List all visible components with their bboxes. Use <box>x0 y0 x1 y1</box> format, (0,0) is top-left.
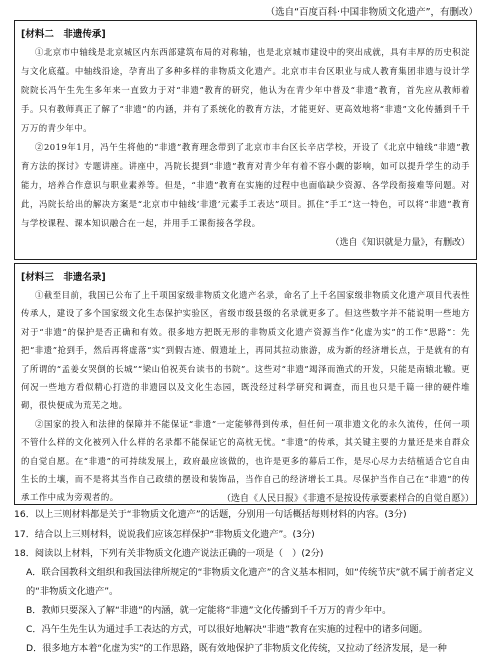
question-16: 16．以上三则材料都是关于“非物质文化遗产”的话题，分别用一句话概括每则材料的内容。(3分) <box>14 509 407 520</box>
option-d: D．很多地方本着“化虚为实”的工作思路，既有效地保护了非物质文化传统，又拉动了经济发展，是一种 <box>26 643 447 654</box>
option-b: B．教师只要深入了解“非遗”的内涵，就一定能将“非遗”文化传播到千千万万的青少年中。 <box>26 605 392 616</box>
material-3-heading: [材料三 非遗名录] <box>21 272 106 283</box>
source-note-top: （选自“百度百科·中国非物质文化遗产”，有删改） <box>265 7 478 18</box>
option-a: A．联合国教科文组织和我国法律所规定的“非物质文化遗产”的含义基本相同，如“传统节庆”就不属于前者定义的“非物质文化遗产”。 <box>26 567 474 597</box>
material-2-citation: （选自《知识就是力量》，有删改） <box>330 238 470 248</box>
material-2-paragraph-1: ①北京市中轴线是北京城区内东西部建筑布局的对称轴，也是北京城市建设中的突出成就，具有丰厚的历史积淀与文化底蕴。中轴线沿途，孕育出了多种多样的非物质文化遗产。北京市丰台区职业与成人教育集团非遗与设计学院院长冯午生先生多年来一直致力于对“非遗”教育的研究，他认为在青少年中普及“非遗”教育，首先应从教师着手。只有教师真正了解了“非遗”的内涵，并有了系统化的教育方法，才能更好、更高效地将“非遗”文化传播到千千万万的青少年中。 <box>21 47 470 133</box>
option-c: C．冯午生先生认为通过手工表达的方式，可以很好地解决“非遗”教育在实施的过程中的诸多问题。 <box>26 624 428 635</box>
material-3-citation: （选自《人民日报》《非遗不是按设传承要素样合的自觉自愿》） <box>221 494 474 504</box>
material-3-paragraph-1: ①截至目前，我国已公布了上千项国家级非物质文化遗产名录，命名了上千名国家级非物质文化遗产项目代表性传承人，建设了多个国家级文化生态保护实验区，省级市级县级的名录就更多了。但这些数字并不能说明一些地方对于“非遗”的保护是否正确和有效。很多地方把既无形的非物质文化遗产资源当作“化虚为实”的工作“思路”：先把“非遗”抢到手，然后再将虚落“实”到假古迹、假遗址上，再同其拉动旅游，成为新的经济增长点，于是就有的有了所谓的“孟姜女哭倒的长城”“梁山伯祝英台读书的书院”。这些对“非遗”竭泽而渔式的开发，只能是南辕北辙。更何况一些地方看似精心打造的非遗园以及文化生态园，既没经过科学研究和调查，而且也只是千篇一律的硬件堆砌，很快便成为荒芜之地。 <box>21 290 470 411</box>
material-3-paragraph-2: ②国家的投入和法律的保障并不能保证“非遗”一定能够得到传承，但任何一项非遗文化的永久流传，任何一项不管什么样的文化被列入什么样的名录都不能保证它的高枕无忧。“非遗”的传承，其关键主要的力量还是来自群众的自觉自愿。在“非遗”的可持续发展上，政府最应该做的，也许是更多的幕后工作，是尽心尽力去结植适合它自由生长的土壤，而不是将其当作自己政绩的摆设和装饰品，当作自己的经济增长工具。尽保护当作自己在“非遗”的传承工作中成为旁观者的。 <box>21 418 470 503</box>
question-17: 17．结合以上三则材料，说说我们应该怎样保护“非物质文化遗产”。(3分) <box>14 529 315 540</box>
question-18: 18．阅读以上材料，下列有关非物质文化遗产说法正确的一项是（ ）(2分) <box>14 548 324 559</box>
material-2-heading: [材料二 非遗传承] <box>21 29 106 40</box>
material-3-box <box>14 263 477 505</box>
material-2-paragraph-2: ②2019年1月，冯午生将他的“非遗”教育理念带到了北京市丰台区长辛店学校，开设了《北京中轴线“非遗”教育方法的探讨》专题讲座。讲座中，冯院长提到“非遗”教育对青少年有着不容小觑的影响，如可以提升学生的动手能力，培养合作意识与职业素养等。但是，“非遗”教育在实施的过程中也面临缺少资源、各学段衔接难等问题。对此，冯院长给出的解决方案是“北京市中轴线‘非遗’元素手工表达”项目。抓住“手工”这一特色，可以将“非遗”教育与学校课程、课本知识融合在一起，并用手工课衔接各学段。 <box>21 142 470 228</box>
material-2-box <box>14 20 477 260</box>
